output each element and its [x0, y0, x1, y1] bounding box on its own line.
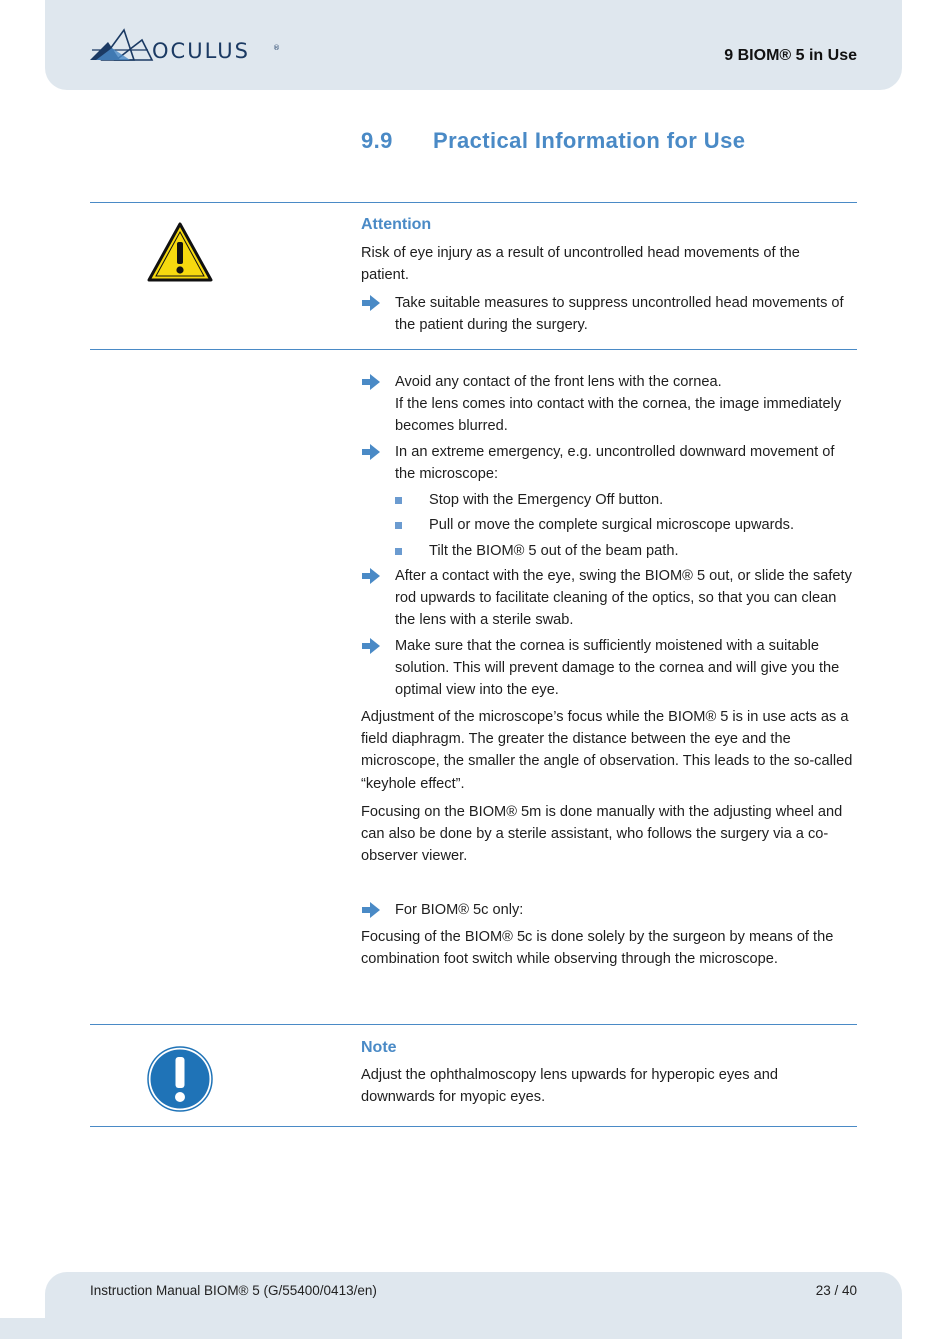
section-number: 9.9 [361, 128, 393, 153]
arrow-right-icon [361, 441, 383, 463]
paragraph-line: Adjustment of the microscope’s focus while the BIOM® 5 is in use acts as a [361, 709, 849, 725]
paragraph-focusing-5m [361, 801, 857, 868]
attention-action-line: the patient during the surgery. [395, 317, 588, 334]
square-bullet-icon [395, 497, 402, 504]
bullet-text: Pull or move the complete surgical microscope upwards. [429, 517, 795, 533]
note-bottom-rule [90, 1126, 857, 1127]
logo-registered-mark: ® [273, 44, 280, 52]
square-bullet-icon [395, 548, 402, 555]
instruction-line: Avoid any contact of the front lens with the cornea. [395, 374, 722, 390]
square-bullet-icon [395, 522, 402, 529]
exclamation-circle-icon [147, 1046, 213, 1112]
instruction-line: the lens with a sterile swab. [395, 612, 574, 629]
paragraph-line: Focusing on the BIOM® 5m is done manually with the adjusting wheel and [361, 804, 843, 820]
instruction-line: In an extreme emergency, e.g. uncontrolled downward movement of [395, 444, 835, 460]
arrow-right-icon [361, 371, 383, 393]
arrow-right-icon [361, 635, 383, 657]
logo-wordmark: OCULUS [152, 39, 250, 63]
instruction-item-cleaning [361, 565, 857, 632]
paragraph-line: observer viewer. [361, 848, 468, 865]
bullet-text: Tilt the BIOM® 5 out of the beam path. [429, 543, 679, 559]
paragraph-focus-adjustment [361, 706, 857, 795]
paragraph-line: “keyhole effect”. [361, 775, 465, 792]
attention-action-line: Take suitable measures to suppress uncontrolled head movements of [395, 295, 844, 311]
note-top-rule [90, 1024, 857, 1025]
list-item [395, 489, 857, 511]
arrow-right-icon [361, 292, 383, 314]
instruction-line: After a contact with the eye, swing the BIOM® 5 out, or slide the safety [395, 568, 852, 584]
chapter-title: 9 BIOM® 5 in Use [724, 47, 857, 64]
paragraph-line: combination foot switch while observing through the microscope. [361, 951, 778, 968]
attention-bottom-rule [90, 349, 857, 350]
note-line: Adjust the ophthalmoscopy lens upwards for hyperopic eyes and [361, 1067, 778, 1083]
instruction-line: optimal view into the eye. [395, 682, 559, 699]
instruction-line: Make sure that the cornea is sufficiently moistened with a suitable [395, 638, 819, 654]
section-heading: Practical Information for Use [433, 128, 746, 153]
instruction-line: becomes blurred. [395, 418, 508, 435]
arrow-right-icon [361, 899, 383, 921]
instruction-item-moisten [361, 635, 857, 702]
section-title [361, 128, 745, 154]
paragraph-line: microscope, the smaller the angle of observation. This leads to the so-called [361, 753, 853, 770]
paragraph-line: field diaphragm. The greater the distance between the eye and the [361, 731, 791, 748]
warning-triangle-icon [147, 222, 213, 282]
instruction-item-emergency [361, 441, 857, 485]
attention-top-rule [90, 202, 857, 203]
paragraph-line: Focusing of the BIOM® 5c is done solely by the surgeon by means of the [361, 929, 834, 945]
instruction-line: solution. This will prevent damage to the cornea and will give you the [395, 660, 840, 677]
bullet-text: Stop with the Emergency Off button. [429, 492, 664, 508]
instruction-line: the microscope: [395, 466, 499, 483]
attention-heading: Attention [361, 216, 432, 233]
instruction-item-avoid-contact [361, 371, 857, 438]
attention-action [361, 292, 857, 336]
paragraph-line: can also be done by a sterile assistant, who follows the surgery via a co- [361, 826, 829, 843]
instruction-line: For BIOM® 5c only: [395, 902, 524, 918]
note-heading: Note [361, 1039, 397, 1056]
instruction-item-5c-only [361, 899, 857, 921]
attention-text [361, 242, 857, 286]
list-item [395, 540, 857, 562]
footer-manual-title: Instruction Manual BIOM® 5 (G/55400/0413/en) [90, 1283, 377, 1298]
footer-corner-tab [0, 1318, 45, 1339]
note-line: downwards for myopic eyes. [361, 1089, 546, 1106]
instruction-line: rod upwards to facilitate cleaning of the optics, so that you can clean [395, 590, 837, 607]
attention-line: patient. [361, 267, 409, 284]
footer-page-number: 23 / 40 [815, 1283, 857, 1298]
attention-line: Risk of eye injury as a result of uncontrolled head movements of the [361, 245, 800, 261]
paragraph-focusing-5c [361, 926, 857, 970]
instruction-line: If the lens comes into contact with the cornea, the image immediately [395, 396, 842, 413]
note-text [361, 1064, 857, 1108]
list-item [395, 514, 857, 536]
arrow-right-icon [361, 565, 383, 587]
